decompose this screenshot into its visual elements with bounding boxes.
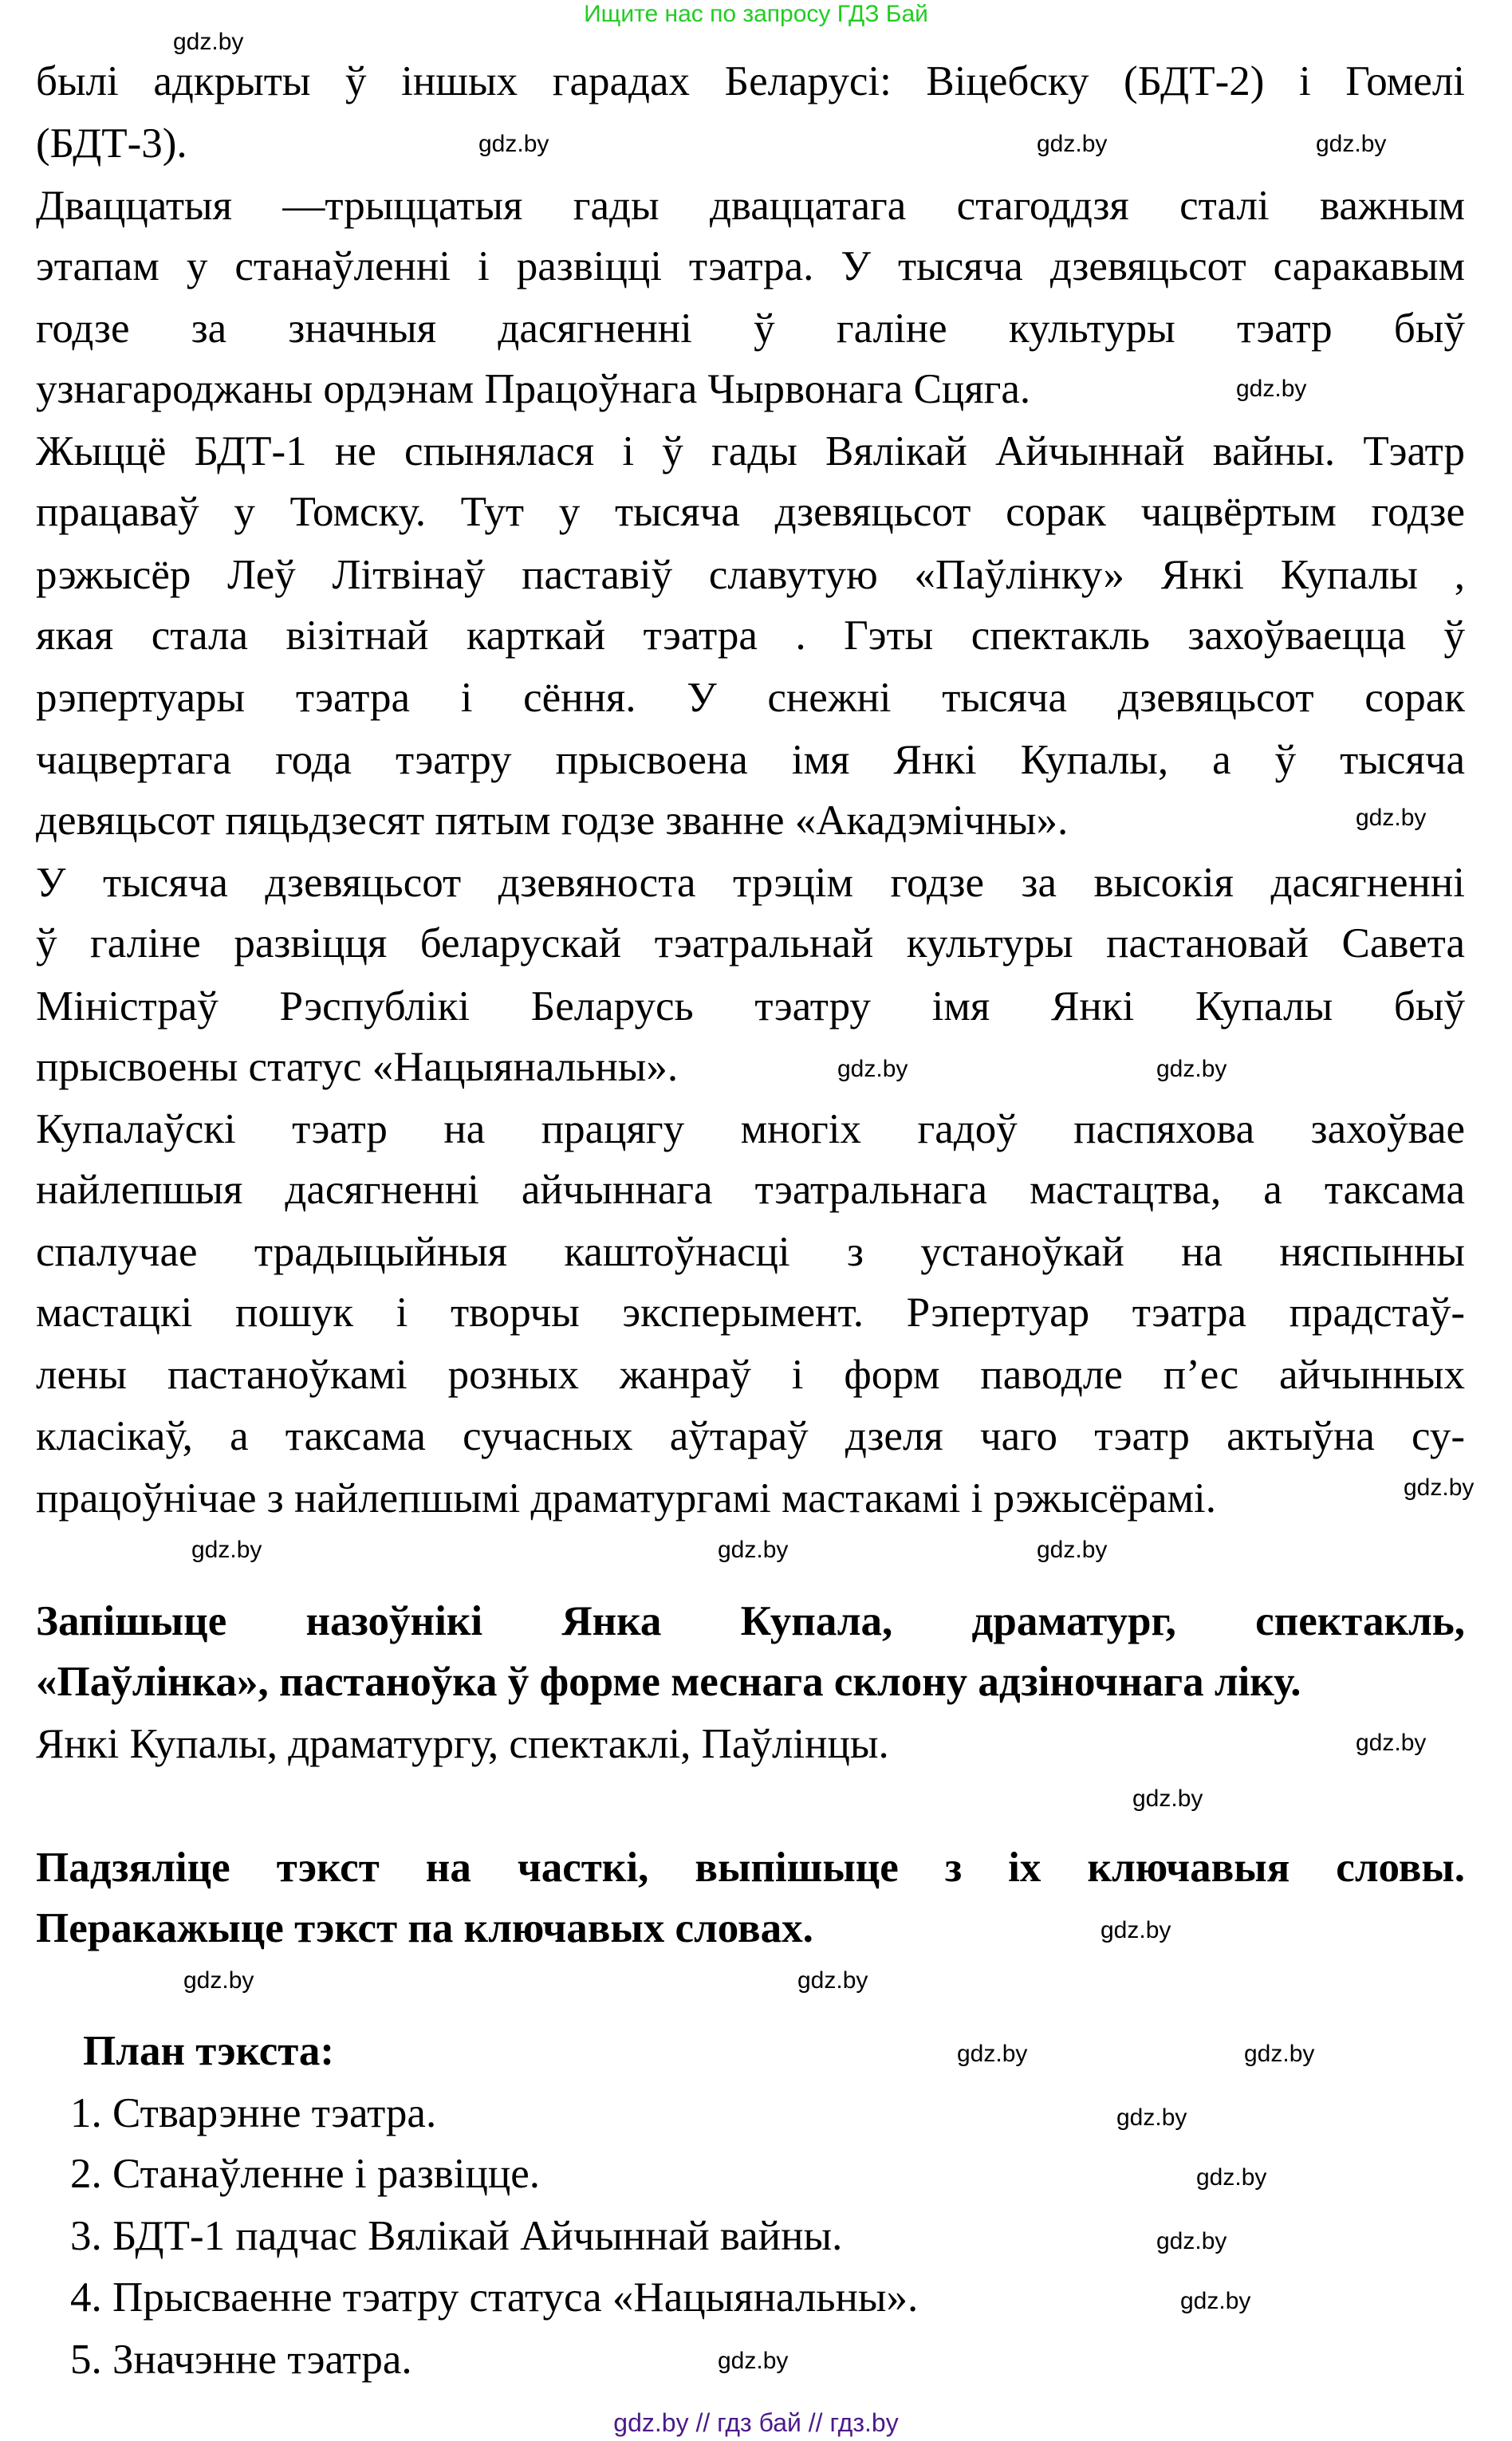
plan-item: 5. Значэнне тэатра.	[70, 2336, 412, 2383]
watermark: gdz.by	[1037, 131, 1108, 157]
watermark: gdz.by	[1356, 805, 1427, 831]
watermark: gdz.by	[183, 1967, 254, 1994]
watermark: gdz.by	[837, 1056, 908, 1082]
watermark: gdz.by	[1101, 1917, 1171, 1943]
watermark: gdz.by	[1116, 2104, 1187, 2131]
footer-links[interactable]: gdz.by // гдз бай // гдз.by	[613, 2408, 899, 2437]
watermark: gdz.by	[191, 1537, 262, 1563]
watermark: gdz.by	[1156, 1056, 1227, 1082]
body-text-line: мастацкі пошук і творчы эксперымент. Рэпертуар тэатра прадстаў-	[36, 1289, 1465, 1337]
body-text-line: У тысяча дзевяцьсот дзевяноста трэцім годзе за высокія дасягненні	[36, 860, 1465, 907]
watermark: gdz.by	[1037, 1537, 1108, 1563]
watermark: gdz.by	[1180, 2288, 1251, 2314]
body-text-line: прысвоены статус «Нацыянальны».	[36, 1043, 679, 1090]
body-text-line: былі адкрыты ў іншых гарадах Беларусі: Віцебску (БДТ-2) і Гомелі	[36, 57, 1465, 104]
body-text-line: якая стала візітнай карткай тэатра . Гэты спектакль захоўваецца ў	[36, 612, 1465, 659]
watermark: gdz.by	[1244, 2041, 1315, 2067]
body-text-line: Жыццё БДТ-1 не спынялася і ў гады Вялікай Айчыннай вайны. Тэатр	[36, 428, 1465, 475]
task-text: Перакажыце тэкст па ключавых словах.	[36, 1904, 813, 1951]
watermark: gdz.by	[718, 2348, 789, 2374]
plan-item: 4. Прысваенне тэатру статуса «Нацыянальны».	[70, 2274, 919, 2321]
body-text-line: чацвертага года тэатру прысвоена імя Янкі Купалы, а ў тысяча	[36, 737, 1465, 784]
body-text-line: рэпертуары тэатра і сёння. У снежні тысяча дзевяцьсот сорак	[36, 674, 1465, 721]
body-text-line: спалучае традыцыйныя каштоўнасці з устаноўкай на няспынны	[36, 1229, 1465, 1276]
plan-heading: План тэкста:	[83, 2028, 335, 2075]
watermark: gdz.by	[1356, 1730, 1427, 1756]
body-text-line: годзе за значныя дасягненні ў галіне культуры тэатр быў	[36, 305, 1465, 352]
watermark: gdz.by	[1404, 1474, 1475, 1501]
body-text-line: Міністраў Рэспублікі Беларусь тэатру імя Янкі Купалы быў	[36, 982, 1465, 1030]
watermark: gdz.by	[1132, 1785, 1203, 1812]
body-text-line: этапам у станаўленні і развіцці тэатра. У тысяча дзевяцьсот саракавым	[36, 242, 1465, 289]
body-text-line: (БДТ-3).	[36, 120, 187, 167]
body-text-line: працоўнічае з найлепшымі драматургамі мастакамі і рэжысёрамі.	[36, 1474, 1216, 1522]
watermark: gdz.by	[957, 2041, 1028, 2067]
watermark: gdz.by	[478, 131, 549, 157]
body-text-line: девяцьсот пяцьдзесят пятым годзе званне «Акадэмічны».	[36, 797, 1069, 845]
watermark: gdz.by	[1196, 2164, 1267, 2191]
top-banner: Ищите нас по запросу ГДЗ Бай	[584, 1, 928, 27]
body-text-line: узнагароджаны ордэнам Працоўнага Чырвонага Сцяга.	[36, 366, 1031, 413]
watermark: gdz.by	[1236, 376, 1307, 402]
watermark: gdz.by	[173, 29, 244, 55]
body-text-line: Дваццатыя —трыццатыя гады дваццатага стагоддзя сталі важным	[36, 182, 1465, 229]
body-text-line: Купалаўскі тэатр на працягу многіх гадоў паспяхова захоўвае	[36, 1105, 1465, 1152]
body-text-line: класікаў, а таксама сучасных аўтараў дзеля чаго тэатр актыўна су-	[36, 1412, 1465, 1459]
watermark: gdz.by	[797, 1967, 868, 1994]
body-text-line: ў галіне развіцця беларускай тэатральнай культуры пастановай Савета	[36, 920, 1465, 967]
watermark: gdz.by	[1316, 131, 1387, 157]
body-text-line: лены пастаноўкамі розных жанраў і форм паводле п’ес айчынных	[36, 1352, 1465, 1399]
task-text: Падзяліце тэкст на часткі, выпішыце з іх ключавыя словы.	[36, 1844, 1465, 1891]
task-text: «Паўлінка», пастаноўка ў форме меснага склону адзіночнага ліку.	[36, 1659, 1301, 1706]
plan-item: 1. Стварэнне тэатра.	[70, 2090, 437, 2137]
plan-item: 3. БДТ-1 падчас Вялікай Айчыннай вайны.	[70, 2213, 843, 2260]
plan-item: 2. Станаўленне і развіцце.	[70, 2151, 541, 2198]
body-text-line: найлепшыя дасягненні айчыннага тэатральнага мастацтва, а таксама	[36, 1167, 1465, 1214]
body-text-line: працаваў у Томску. Тут у тысяча дзевяцьсот сорак чацвёртым годзе	[36, 489, 1465, 536]
body-text-line: Янкі Купалы, драматургу, спектаклі, Паўлінцы.	[36, 1721, 889, 1768]
watermark: gdz.by	[1156, 2228, 1227, 2254]
body-text-line: рэжысёр Леў Літвінаў паставіў славутую «Паўлінку» Янкі Купалы ,	[36, 551, 1465, 598]
watermark: gdz.by	[718, 1537, 789, 1563]
task-text: Запішыце назоўнікі Янка Купала, драматург, спектакль,	[36, 1598, 1465, 1645]
